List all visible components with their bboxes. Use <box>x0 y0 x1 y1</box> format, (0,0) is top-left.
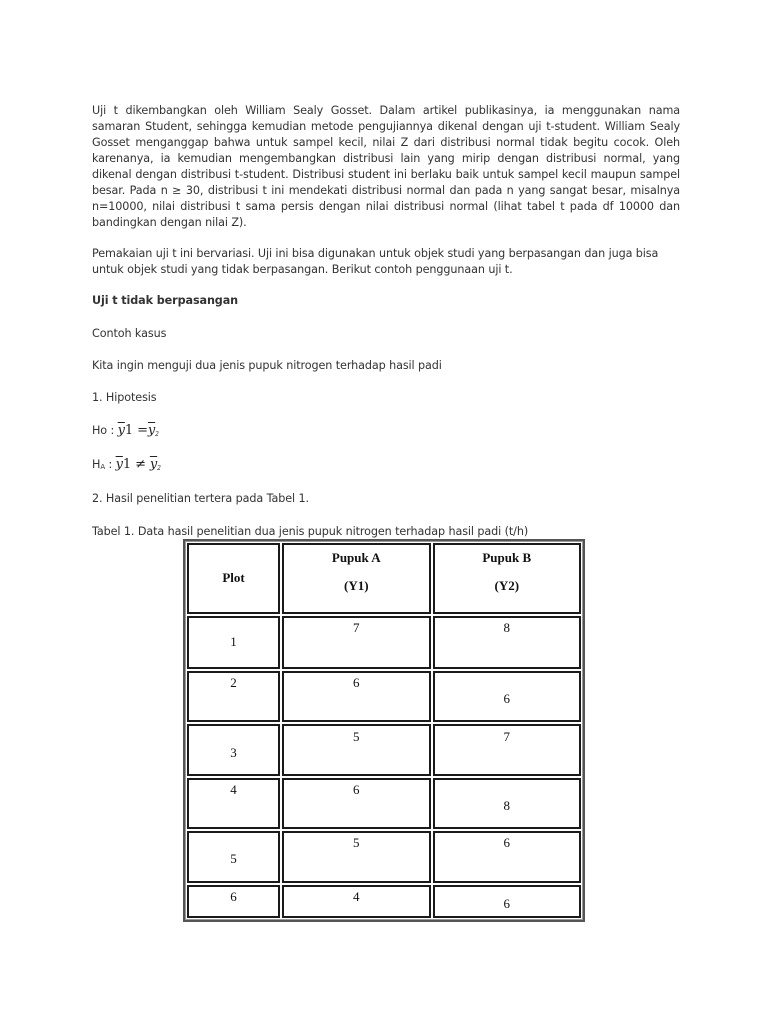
ha-sep: : <box>105 458 116 471</box>
step-results: 2. Hasil penelitian tertera pada Tabel 1. <box>92 492 309 505</box>
ha-rhs-ybar: $\overline{y}$ <box>149 457 158 472</box>
cell-pupuk-a: 6 <box>353 675 360 691</box>
cell-plot: 5 <box>230 851 237 867</box>
intro-paragraph: Uji t dikembangkan oleh William Sealy Gosset. Dalam artikel publikasinya, ia menggunakan nama samaran Student, sehingga kemudian metode pengujiannya dikenal dengan uji t-student. William Sealy Gosset menganggap bahwa untuk sampel kecil, nilai Z dari distribusi normal tidak begitu cocok. Oleh karenanya, ia kemudian mengembangkan distribusi lain yang mirip dengan distribusi normal, yang dikenal dengan distribusi t-student. Distribusi student ini berlaku baik untuk sampel kecil maupun sampel besar. Pada n ≥ 30, distribusi t ini mendekati distribusi normal dan pada n yang sangat besar, misalnya n=10000, nilai distribusi t sama persis dengan nilai distribusi normal (lihat tabel t pada df 10000 dan bandingkan dengan nilai Z). <box>92 104 680 229</box>
example-label: Contoh kasus <box>92 327 167 340</box>
table-caption: Tabel 1. Data hasil penelitian dua jenis pupuk nitrogen terhadap hasil padi (t/h) <box>92 525 529 538</box>
cell-plot: 4 <box>230 782 237 798</box>
cell-plot: 1 <box>230 634 237 650</box>
cell-pupuk-b: 6 <box>503 895 510 911</box>
header-plot-label: Plot <box>222 570 245 586</box>
ha-operator: ≠ <box>131 457 150 472</box>
h0-label: Ho : <box>92 424 118 437</box>
cell-pupuk-a: 5 <box>353 835 360 851</box>
h0-lhs-ybar: $\overline{y}$ <box>117 423 125 438</box>
cell-pupuk-b: 8 <box>503 619 510 635</box>
header-pupuk-a-var: (Y1) <box>344 578 369 594</box>
table-row <box>187 831 581 882</box>
usage-paragraph: Pemakaian uji t ini bervariasi. Uji ini bisa digunakan untuk objek studi yang berpasangan dan juga bisa untuk objek studi yang tidak berpasangan. Berikut contoh penggunaan uji t. <box>92 247 659 276</box>
cell-pupuk-b: 6 <box>503 691 510 707</box>
cell-pupuk-b: 7 <box>503 728 510 744</box>
table-header-row <box>187 543 581 614</box>
h0-rhs-index: 2 <box>155 431 159 438</box>
table-row <box>187 778 581 829</box>
section-heading: Uji t tidak berpasangan <box>92 294 239 307</box>
null-hypothesis <box>92 423 680 443</box>
table-row <box>187 885 581 918</box>
header-pupuk-b-var: (Y2) <box>494 578 520 594</box>
cell-plot: 2 <box>230 675 237 691</box>
cell-pupuk-a: 4 <box>353 888 360 904</box>
h0-rhs-ybar: $\overline{y}$ <box>147 423 156 438</box>
results-table <box>183 539 585 922</box>
h0-formula <box>118 423 159 438</box>
table-row <box>187 616 581 669</box>
header-pupuk-a-name: Pupuk A <box>331 550 381 566</box>
ha-formula <box>116 457 161 472</box>
ha-label: H <box>92 458 101 471</box>
header-pupuk-b-name: Pupuk B <box>482 550 532 566</box>
cell-pupuk-a: 5 <box>353 728 360 744</box>
header-pupuk-b <box>433 543 581 614</box>
ha-label-sub: A <box>100 463 106 471</box>
h0-lhs-index: 1 <box>124 423 134 438</box>
cell-pupuk-a: 7 <box>353 620 360 636</box>
cell-pupuk-a: 6 <box>353 782 360 798</box>
cell-plot: 3 <box>230 744 237 760</box>
cell-pupuk-b: 8 <box>503 798 510 814</box>
table-row <box>187 671 581 722</box>
alternative-hypothesis <box>92 457 680 477</box>
problem-statement: Kita ingin menguji dua jenis pupuk nitrogen terhadap hasil padi <box>92 359 442 372</box>
ha-lhs-ybar: $\overline{y}$ <box>115 457 123 472</box>
header-plot <box>187 543 280 614</box>
cell-plot: 6 <box>230 888 237 904</box>
ha-rhs-index: 2 <box>157 465 161 472</box>
step-hypothesis: 1. Hipotesis <box>92 391 157 404</box>
header-pupuk-a <box>282 543 430 614</box>
ha-lhs-index: 1 <box>122 457 132 472</box>
h0-operator: = <box>133 423 148 438</box>
cell-pupuk-b: 6 <box>503 835 510 851</box>
table-row <box>187 724 581 775</box>
